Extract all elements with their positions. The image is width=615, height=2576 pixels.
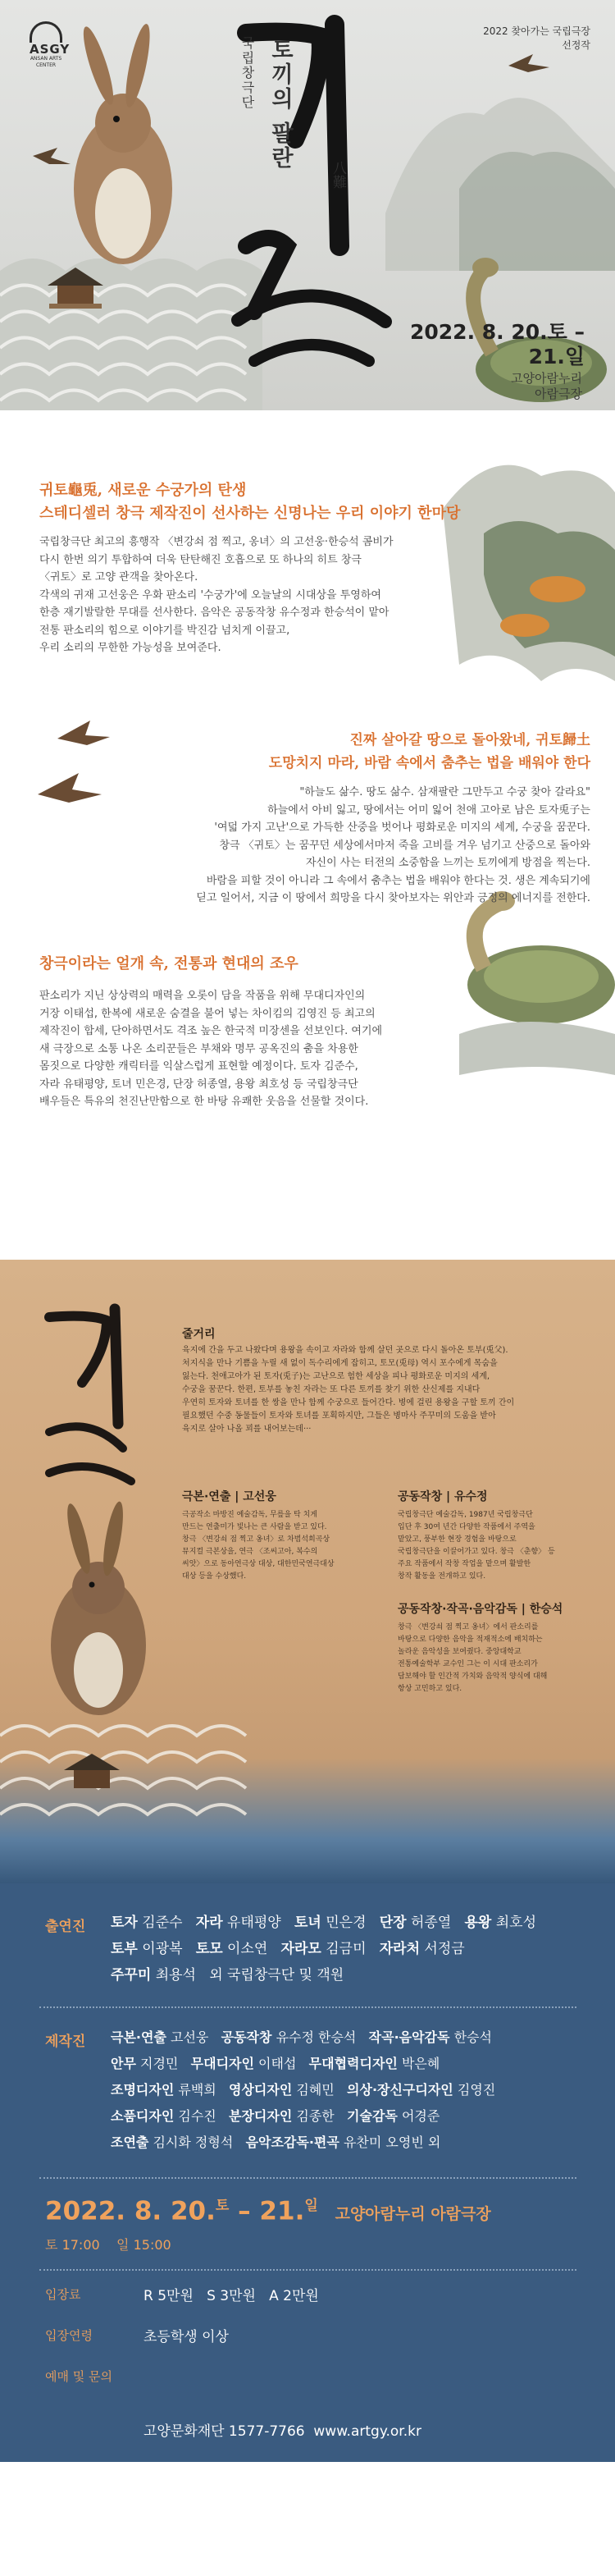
person: 어경준 (401, 2108, 440, 2124)
p1-line: 각색의 귀재 고선웅은 우화 판소리 '수궁가'에 오늘날의 시대상을 투영하여 (39, 588, 381, 602)
role: 극본·연출 (111, 2029, 166, 2045)
synopsis-section (0, 1260, 615, 1883)
person-line: 놀라운 음악성을 보여줬다. 중앙대학교 (398, 1648, 522, 1656)
actor: 최용석 (155, 1967, 196, 1983)
p3-line: 새 극장으로 소통 나온 소리꾼들은 부채와 명무 공옥진의 춤을 차용한 (39, 1042, 358, 1055)
p1-line: 전통 판소리의 힘으로 이야기를 박진감 넘치게 이끌고, (39, 624, 290, 637)
intro-paragraph-3 (39, 987, 458, 1111)
person: 류백희 (178, 2082, 216, 2098)
role: 자라처 (379, 1941, 420, 1957)
hero-venue (443, 371, 582, 402)
person: 유찬미 오영빈 외 (343, 2134, 441, 2150)
contact-line-interpark: 인터파크티켓 1544-1555 ticket.interpark.com (144, 2502, 455, 2519)
p2-line: 하늘에서 아비 잃고, 땅에서는 어미 잃어 천애 고아로 남은 토자兎子는 (267, 803, 590, 817)
staff-list (111, 2025, 603, 2156)
logo-text: ASGY (30, 42, 71, 57)
person-line: 전통예술학부 교수인 그는 이 시대 판소리가 (398, 1660, 538, 1668)
p3-line: 제작진이 합세, 단아하면서도 격조 높은 한국적 미장센을 선보인다. 여기에 (39, 1025, 383, 1037)
performance-times (45, 2235, 171, 2253)
person-line: 극공작소 마방진 예술감독, 무릎을 탁 치게 (182, 1511, 317, 1519)
venue-text: 고양아람누리 아람극장 (335, 2205, 491, 2224)
age-value: 초등학생 이상 (144, 2329, 229, 2345)
hero-subtitle: 토끼의 팔란 (267, 38, 293, 172)
p1-line: 국립창극단 최고의 흥행작 〈변강쇠 점 찍고, 옹녀〉의 고선웅·한승석 콤비가 (39, 536, 394, 548)
person-line: 주요 작품에서 작창 작업을 맡으며 활발한 (398, 1560, 531, 1568)
p1-line: 한층 재기발랄한 무대를 선사한다. 음악은 공동작창 유수정과 한승석이 맡아 (39, 606, 390, 619)
role: 용왕 (464, 1915, 492, 1931)
day: 토 (45, 2237, 58, 2253)
divider (39, 2006, 576, 2008)
story-line: 처지식을 만나 기쁨을 누릴 새 없이 독수리에게 잡히고, 토모(兎母) 역시 포수에게 목숨을 (182, 1359, 498, 1368)
intro-heading-2b: 도망치지 마라, 바람 속에서 춤추는 법을 배워야 한다 (268, 755, 590, 771)
turtle-intro-illustration (459, 891, 615, 1075)
person: 김수진 (178, 2108, 216, 2124)
hero-date (410, 320, 585, 369)
person-line: 맡았고, 풍부한 현장 경험을 바탕으로 (398, 1535, 517, 1544)
p3-line: 배우들은 특유의 천진난만함으로 한 바탕 유쾌한 웃음을 선물할 것이다. (39, 1096, 369, 1108)
calligraphy-vertical-title (49, 1309, 131, 1481)
pavilion-synopsis-illustration (64, 1754, 120, 1788)
person-line: 대상 등을 수상했다. (182, 1572, 247, 1581)
person-line: 항상 고민하고 있다. (398, 1685, 462, 1693)
person-line: 씨앗〉으로 동아연극상 대상, 대한민국연극대상 (182, 1560, 335, 1568)
intro-heading-3: 창극이라는 얼개 속, 전통과 현대의 조우 (39, 955, 298, 972)
intro-heading-1: 귀토龜兎, 새로운 수궁가의 탄생 (39, 482, 247, 499)
person-line: 바탕으로 다양한 음악을 적재적소에 배치하는 (398, 1636, 543, 1644)
date-text: 2022. 8. 20. (45, 2196, 216, 2226)
hero-date-line-1: 2022. 8. 20.토 – (410, 320, 585, 344)
role: 주꾸미 (111, 1967, 152, 1983)
role: 의상·장신구디자인 (347, 2082, 453, 2098)
price-heading: 입장료 (45, 2287, 81, 2302)
person: 김시화 정형석 (153, 2134, 234, 2150)
role: 무대협력디자인 (308, 2056, 398, 2071)
intro-heading-1b: 스테디셀러 창극 제작진이 선사하는 신명나는 우리 이야기 한마당 (39, 505, 461, 522)
person-line: 창작 활동을 전개하고 있다. (398, 1572, 486, 1581)
cast-row (111, 1910, 594, 1936)
tour-label (483, 25, 590, 53)
person-heading: 공동작창·작곡·음악감독 | 한승석 (398, 1603, 563, 1616)
intro-section (0, 410, 615, 1260)
role: 공동작창 (221, 2029, 272, 2045)
time: 15:00 (133, 2237, 171, 2253)
contact-heading: 예매 및 문의 (45, 2369, 112, 2384)
actor: 이소연 (227, 1941, 268, 1957)
staff-heading: 제작진 (45, 2034, 86, 2050)
person-heading: 공동작창 | 유수정 (398, 1490, 488, 1503)
p2-line: 딛고 일어서, 지금 이 땅에서 희망을 다시 찾아보자는 위안과 긍정의 에너지를 전한다. (196, 892, 590, 904)
person-line: 담보해야 할 인간적 가치와 음악적 양식에 대해 (398, 1672, 548, 1681)
story-line: 육지로 살아 나올 꾀를 내어보는데··· (182, 1425, 312, 1434)
story-text (182, 1344, 592, 1436)
person: 지경민 (140, 2056, 179, 2071)
p2-line: 바람을 피할 것이 아니라 그 속에서 춤추는 법을 배워야 한다는 것. 생은 계속되기에 (206, 874, 590, 887)
logo (30, 21, 71, 69)
date-sun: 일 (304, 2198, 318, 2214)
tiger-mountain-illustration (443, 465, 615, 681)
p3-line: 판소리가 지닌 상상력의 매력을 오롯이 담을 작품을 위해 무대디자인의 (39, 990, 366, 1002)
role: 안무 (111, 2056, 136, 2071)
wave-illustration (0, 1726, 246, 1814)
intro-paragraph-1 (39, 533, 449, 657)
hero-subtitle-hanja: 八難 (330, 161, 346, 189)
cast-row (111, 1962, 594, 1988)
person-line: 뮤지컬 극본상을, 연극 〈조씨고아, 복수의 (182, 1548, 318, 1556)
logo-subtext: ANSAN ARTS CENTER (30, 56, 62, 68)
actor: 이광복 (142, 1941, 183, 1957)
role: 토자 (111, 1915, 138, 1931)
person-line: 국립창극단을 이끌어가고 있다. 창극 〈춘향〉 등 (398, 1548, 555, 1556)
person-line: 창극 〈변강쇠 점 찍고 옹녀〉로 차범석희곡상 (182, 1535, 330, 1544)
person: 유수정 한승석 (276, 2029, 357, 2045)
actor: 서정금 (424, 1941, 465, 1957)
performance-date (45, 2194, 491, 2226)
p3-line: 거장 이태섭, 한복에 새로운 숨결을 불어 넣는 차이킴의 김영진 등 최고의 (39, 1007, 376, 1020)
cast-list (111, 1910, 594, 1988)
role: 음악조감독·편곡 (245, 2134, 339, 2150)
eagle-illustration (38, 721, 110, 803)
p3-line: 몸짓으로 다양한 캐릭터를 익살스럽게 표현할 예정이다. 토자 김준수, (39, 1060, 358, 1073)
rabbit-synopsis-illustration (51, 1500, 146, 1715)
contact-info (144, 2366, 454, 2576)
time: 17:00 (61, 2237, 100, 2253)
person-card-music-director (398, 1600, 594, 1695)
role: 토녀 (294, 1915, 321, 1931)
p1-line: 〈귀토〉로 고양 관객을 찾아온다. (39, 571, 198, 583)
cast-heading: 출연진 (45, 1919, 86, 1935)
story-heading: 줄거리 (182, 1328, 216, 1341)
role: 조연출 (111, 2134, 149, 2150)
role: 소품디자인 (111, 2108, 175, 2124)
person: 고선웅 (171, 2029, 209, 2045)
actor: 유태평양 (227, 1915, 281, 1931)
person-line: 입단 후 30여 년간 다양한 작품에서 주역을 (398, 1523, 535, 1531)
staff-row (111, 2025, 603, 2051)
actor: 허종열 (410, 1915, 452, 1931)
intro-paragraph-2 (131, 784, 590, 908)
story-line: 수궁을 꿈꾼다. 한편, 토부를 놓친 자라는 또 다른 토끼를 찾기 위한 산신제를 지내다 (182, 1385, 481, 1394)
story-line: 우연히 토자와 토녀를 한 쌍을 만나 함께 수궁으로 들어간다. 병에 걸린 용왕을 구할 토끼 간이 (182, 1398, 515, 1407)
p2-line: 창극 〈귀토〉는 꿈꾸던 세상에서마저 죽을 고비를 겨우 넘기고 산중으로 돌아와 (219, 839, 590, 852)
p2-line: '여덟 가지 고난'으로 가득한 산중을 벗어나 평화로운 미지의 세계, 수궁을 꿈꾼다. (214, 821, 590, 834)
story-line: 필요했던 수중 동물들이 토자와 토녀를 포획하지만, 그들은 병마사 주꾸미의 도움을 받아 (182, 1412, 496, 1421)
person: 한승석 (453, 2029, 492, 2045)
hero-date-line-2: 21.일 (528, 345, 585, 368)
person-heading: 극본·연출 | 고선웅 (182, 1490, 276, 1503)
tour-line-1: 2022 찾아가는 국립극장 (483, 25, 590, 37)
actor: 최호성 (495, 1915, 537, 1931)
role: 조명디자인 (111, 2082, 175, 2098)
p1-line: 우리 소리의 무한한 가능성을 보여준다. (39, 642, 221, 654)
person-line: 창극 〈변강쇠 점 찍고 옹녀〉에서 판소리를 (398, 1623, 539, 1631)
person: 김혜민 (296, 2082, 335, 2098)
hero-venue-line-2: 아람극장 (535, 387, 582, 401)
role: 토부 (111, 1941, 138, 1957)
hero-venue-line-1: 고양아람누리 (511, 371, 582, 386)
staff-row (111, 2130, 603, 2156)
cast-row (111, 1936, 594, 1962)
role: 토모 (195, 1941, 223, 1957)
role: 단장 (379, 1915, 407, 1931)
role: 영상디자인 (229, 2082, 293, 2098)
story-line: 잃는다. 천애고아가 된 토자(兎子)는 고난으로 험한 세상을 피나 평화로운 미지의 세계, (182, 1372, 490, 1381)
staff-row (111, 2051, 603, 2077)
age-heading: 입장연령 (45, 2328, 93, 2343)
logo-arc-icon (30, 21, 62, 43)
person: 김종한 (296, 2108, 335, 2124)
actor: 김준수 (142, 1915, 183, 1931)
staff-row (111, 2103, 603, 2130)
actor: 민은경 (326, 1915, 367, 1931)
company-name: 국립창극단 (239, 36, 255, 110)
role: 분장디자인 (229, 2108, 293, 2124)
rabbit-illustration (74, 22, 172, 264)
price-list: R 5만원 S 3만원 A 2만원 (144, 2288, 319, 2304)
p2-line: 자신이 사는 터전의 소중함을 느끼는 토끼에게 방점을 찍는다. (305, 857, 590, 869)
p3-line: 자라 유태평양, 토녀 민은경, 단장 허종열, 용왕 최호성 등 국립창극단 (39, 1078, 358, 1091)
role: 기술감독 (347, 2108, 398, 2124)
role: 자라 (195, 1915, 223, 1931)
person-card-director (182, 1488, 371, 1583)
person-line: 만드는 연출미가 빛나는 큰 사람을 받고 있다. (182, 1523, 327, 1531)
staff-row (111, 2077, 603, 2103)
calligraphy-title (238, 25, 385, 361)
role: 무대디자인 (190, 2056, 254, 2071)
hero-poster (0, 0, 615, 410)
tour-line-2: 선정작 (562, 39, 590, 51)
p2-line: "하늘도 삶수. 땅도 삶수. 삼재팔란 그만두고 수궁 찾아 갈라요" (299, 786, 590, 798)
intro-heading-2: 진짜 살아갈 땅으로 돌아왔네, 귀토歸土 (349, 732, 590, 748)
story-line: 육지에 간을 두고 나왔다며 용왕을 속이고 자라와 함께 살던 곳으로 다시 돌아온 토부(兎父). (182, 1346, 508, 1355)
person-line: 국립창극단 예술감독, 1987년 국립창극단 (398, 1511, 533, 1519)
date-sat: 토 (215, 2198, 230, 2214)
actor: 김금미 (326, 1941, 367, 1957)
day: 일 (116, 2237, 130, 2253)
role: 자라모 (280, 1941, 321, 1957)
role: 작곡·음악감독 (368, 2029, 450, 2045)
p1-line: 다시 한번 의기 투합하여 더욱 탄탄해진 호흡으로 또 하나의 히트 창극 (39, 553, 362, 566)
person: 이태섭 (258, 2056, 297, 2071)
person: 박은혜 (401, 2056, 440, 2071)
date-dash: – 21. (229, 2196, 305, 2226)
divider (39, 2177, 576, 2179)
cast-extra: 외 국립창극단 및 객원 (209, 1967, 344, 1983)
divider (39, 2269, 576, 2271)
person-card-composer (398, 1488, 594, 1583)
contact-line-artgy: 고양문화재단 1577-7766 www.artgy.or.kr (144, 2423, 421, 2440)
credits-section (0, 1883, 615, 2519)
person: 김영진 (457, 2082, 496, 2098)
